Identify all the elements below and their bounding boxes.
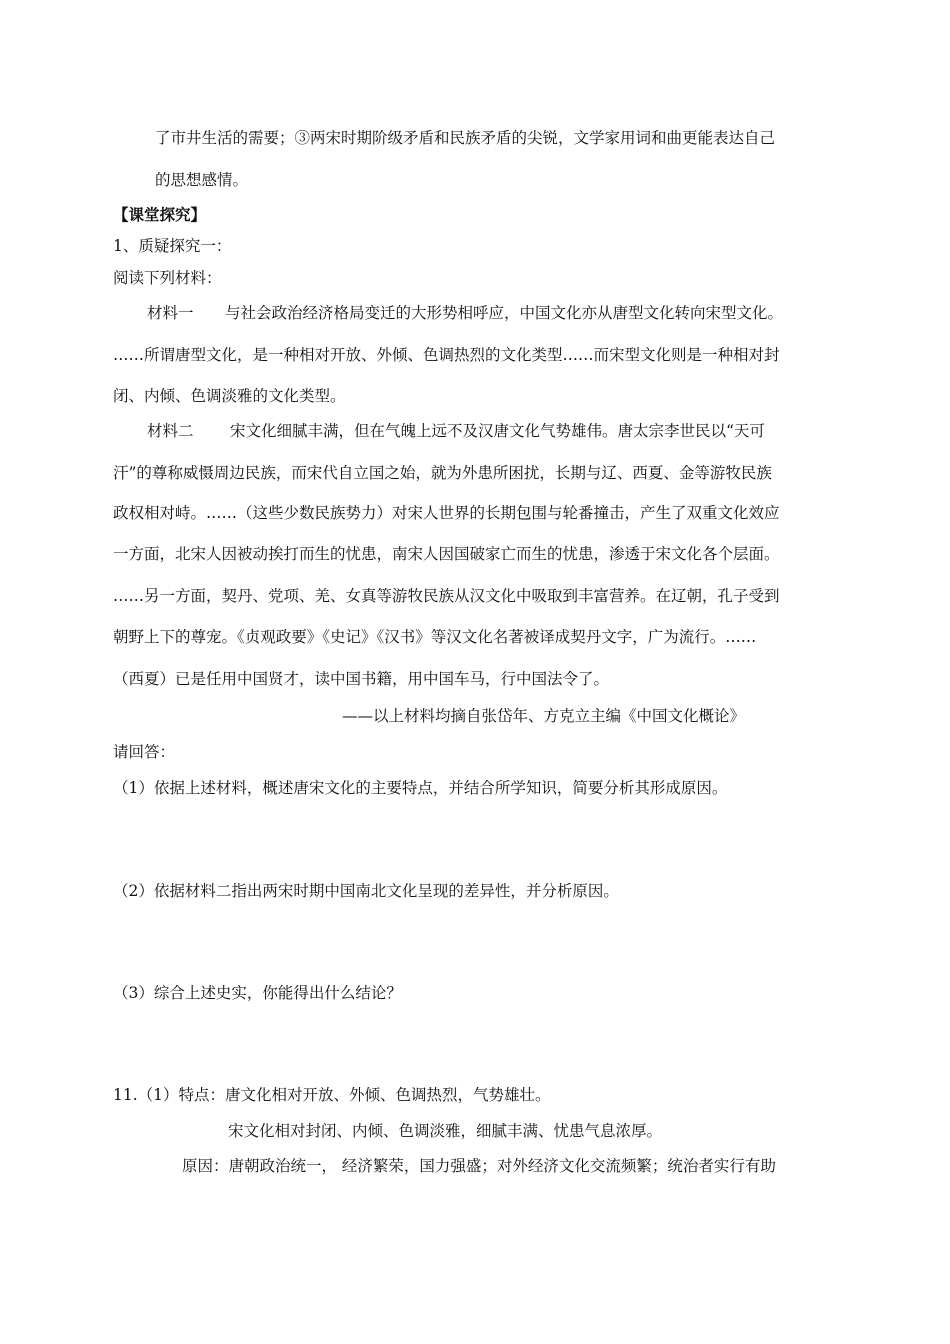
material-two-line-5: ……另一方面，契丹、党项、羌、女真等游牧民族从汉文化中吸取到丰富营养。在辽朝，孔子受到 xyxy=(113,587,780,605)
material-two-line-2: 汗”的尊称威慑周边民族，而宋代自立国之始，就为外患所困扰，长期与辽、西夏、金等游牧民族 xyxy=(113,464,772,482)
material-one-line-1: 与社会政治经济格局变迁的大形势相呼应，中国文化亦从唐型文化转向宋型文化。 xyxy=(225,304,784,322)
section-heading: 【课堂探究】 xyxy=(113,206,207,224)
material-two-line-4: 一方面，北宋人因被动挨打而生的忧患，南宋人因国破家亡而生的忧患，渗透于宋文化各个层面。 xyxy=(113,545,780,563)
answer-prompt: 请回答： xyxy=(113,743,176,761)
top-paragraph-line-2: 的思想感情。 xyxy=(155,171,249,189)
material-two-line-3: 政权相对峙。……（这些少数民族势力）对宋人世界的长期包围与轮番撞击，产生了双重文化效应 xyxy=(113,504,780,522)
question-3: （3）综合上述史实，你能得出什么结论？ xyxy=(113,984,402,1002)
material-two-line-6: 朝野上下的尊宠。《贞观政要》《史记》《汉书》等汉文化名著被译成契丹文字，广为流行。…… xyxy=(113,628,757,646)
source-note: ——以上材料均摘自张岱年、方克立主编《中国文化概论》 xyxy=(342,707,746,725)
material-two-line-7: （西夏）已是任用中国贤才，读中国书籍，用中国车马，行中国法令了。 xyxy=(113,670,610,688)
answer-line-2: 宋文化相对封闭、内倾、色调淡雅，细腻丰满、忧患气息浓厚。 xyxy=(228,1122,663,1140)
question-2: （2）依据材料二指出两宋时期中国南北文化呈现的差异性，并分析原因。 xyxy=(113,882,619,900)
material-one-line-2: ……所谓唐型文化，是一种相对开放、外倾、色调热烈的文化类型……而宋型文化则是一种相对封 xyxy=(113,346,780,364)
item-title: 1、质疑探究一： xyxy=(113,237,232,255)
answer-line-3: 原因：唐朝政治统一， 经济繁荣，国力强盛；对外经济文化交流频繁；统治者实行有助 xyxy=(182,1157,776,1175)
question-1: （1）依据上述材料，概述唐宋文化的主要特点，并结合所学知识，简要分析其形成原因。 xyxy=(113,779,728,797)
material-one-label: 材料一 xyxy=(147,304,194,322)
material-one-line-3: 闭、内倾、色调淡雅的文化类型。 xyxy=(113,387,346,405)
material-two-line-1: 宋文化细腻丰满，但在气魄上远不及汉唐文化气势雄伟。唐太宗李世民以“天可 xyxy=(230,422,765,440)
material-two-label: 材料二 xyxy=(147,422,194,440)
instruction-text: 阅读下列材料： xyxy=(113,269,222,287)
top-paragraph-line-1: 了市井生活的需要；③两宋时期阶级矛盾和民族矛盾的尖锐，文学家用词和曲更能表达自己 xyxy=(155,129,776,147)
answer-line-1: 11.（1）特点：唐文化相对开放、外倾、色调热烈，气势雄壮。 xyxy=(113,1086,551,1104)
